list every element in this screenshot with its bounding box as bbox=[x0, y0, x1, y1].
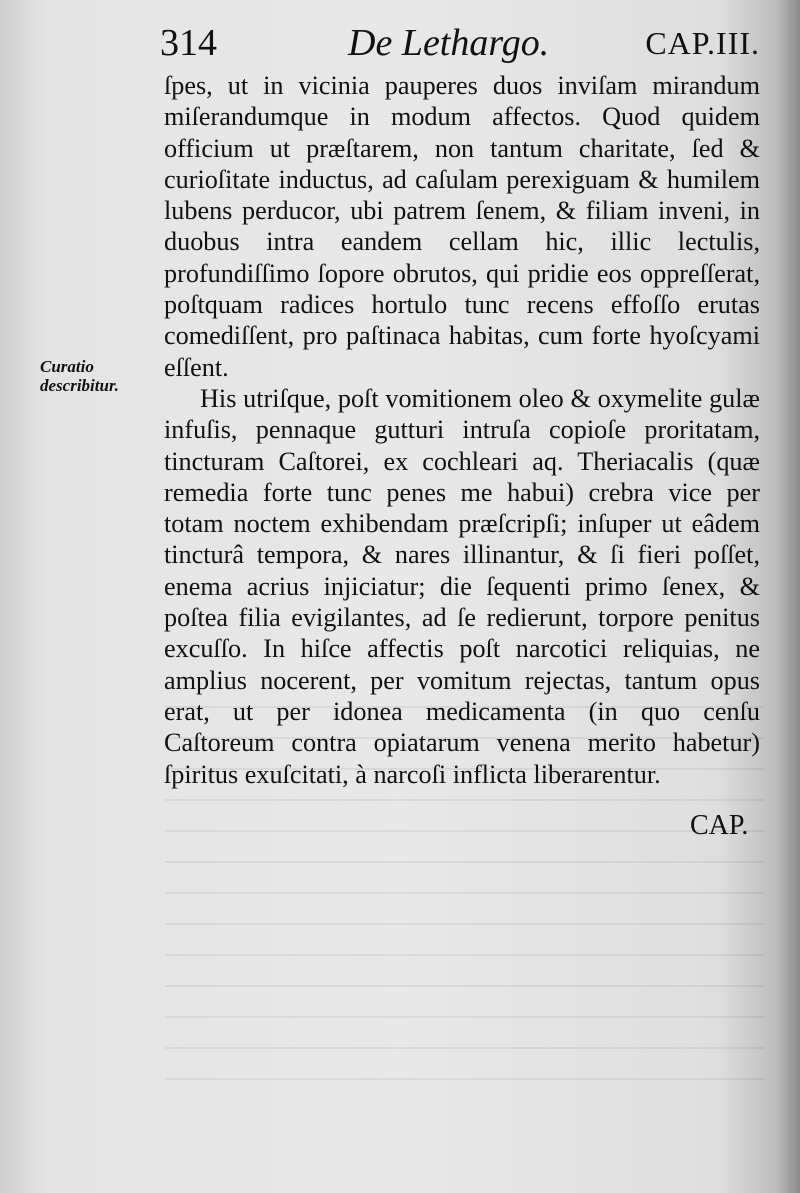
page-header bbox=[160, 18, 770, 68]
paragraph-1: ſpes, ut in vicinia pauperes duos inviſam mirandum miſerandumque in modum affectos. Quod quidem officium ut præſtarem, non tantum charitate, ſed & curioſitate inductus, ad caſulam perexiguam & humilem lubens perducor, ubi patrem ſenem, & filiam inveni, in duobus intra eandem cellam hic, illic lectulis, profundiſſimo ſopore obrutos, qui pridie eos oppreſſerat, poſtquam radices hortulo tunc recens effoſſo erutas comediſſent, pro paſtinaca habitas, cum forte hyoſcyami eſſent. bbox=[164, 71, 760, 382]
catchword: CAP. bbox=[690, 810, 749, 841]
running-title: De Lethargo. bbox=[348, 22, 550, 64]
body-text bbox=[164, 70, 760, 790]
paragraph-2: His utriſque, poſt vomitionem oleo & oxymelite gulæ infuſis, pennaque gutturi intruſa copioſe proritatam, tincturam Caſtorei, ex cochleari aq. Theriacalis (quæ remedia forte tunc penes me habui) crebra vice per totam noctem exhibendam præſcripſi; inſuper ut eâdem tincturâ tempora, & nares illinantur, & ſi fieri poſſet, enema acrius injiciatur; die ſequenti primo ſenex, & poſtea filia evigilantes, ad ſe redierunt, torpore penitus excuſſo. In hiſce affectis poſt narcotici reliquias, ne amplius nocerent, per vomitum rejectas, tantum opus erat, ut per idonea medicamenta (in quo cenſu Caſtoreum contra opiatarum venena merito habetur) ſpiritus exuſcitati, à narcoſi inflicta liberarentur. bbox=[164, 383, 760, 789]
margin-note: Curatio describitur. bbox=[40, 357, 119, 395]
chapter-label: CAP.III. bbox=[645, 25, 760, 61]
page-number: 314 bbox=[160, 22, 217, 64]
